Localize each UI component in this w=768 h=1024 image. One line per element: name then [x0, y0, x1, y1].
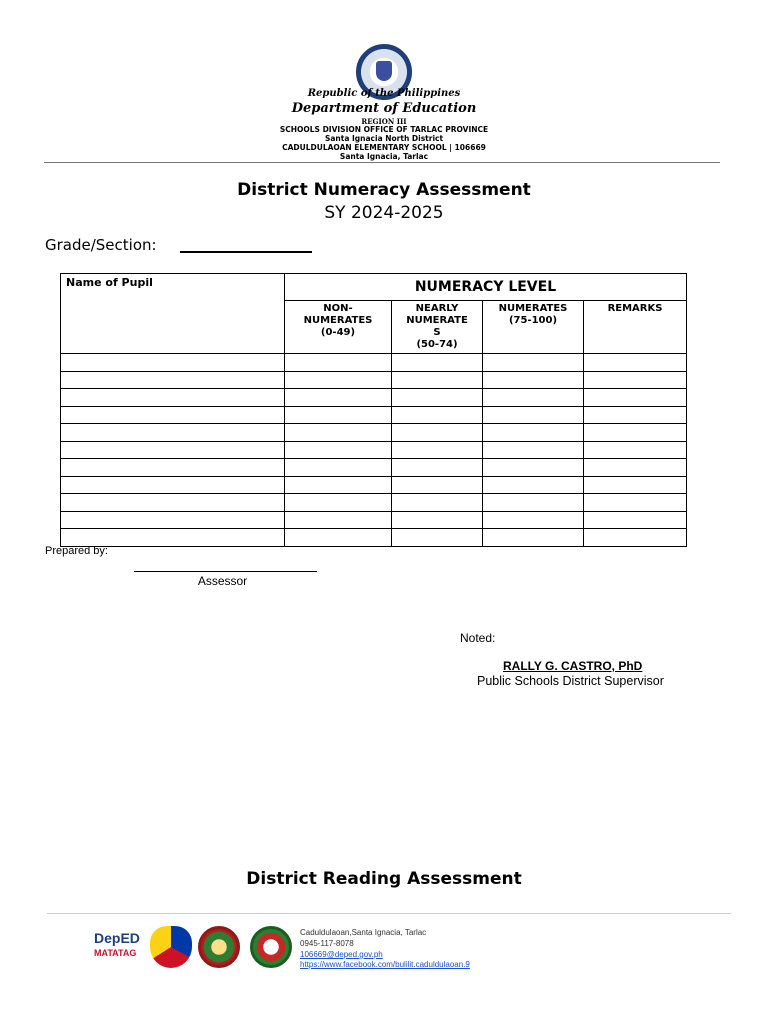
table-cell[interactable] [483, 511, 584, 529]
table-cell[interactable] [285, 476, 392, 494]
table-cell[interactable] [483, 424, 584, 442]
header-division: SCHOOLS DIVISION OFFICE OF TARLAC PROVINCE [279, 125, 489, 134]
table-cell[interactable] [285, 424, 392, 442]
header-department: Department of Education [291, 101, 477, 116]
table-cell[interactable] [584, 459, 687, 477]
header-republic: Republic of the Philippines [307, 88, 461, 99]
pupil-name-cell[interactable] [61, 354, 285, 372]
footer-email-link[interactable]: 106669@deped.gov.ph [300, 950, 383, 959]
table-cell[interactable] [483, 354, 584, 372]
header-divider [44, 162, 720, 163]
table-cell[interactable] [392, 371, 483, 389]
footer-address: Caduldulaoan,Santa Ignacia, Tarlac [300, 928, 427, 937]
table-cell[interactable] [392, 354, 483, 372]
header-school: CADULDULAOAN ELEMENTARY SCHOOL | 106669 [282, 143, 486, 152]
table-cell[interactable] [285, 354, 392, 372]
col-non-numerates-header: NON- NUMERATES (0-49) [285, 301, 392, 354]
table-cell[interactable] [285, 459, 392, 477]
footer-divider [47, 913, 731, 914]
document-title: District Numeracy Assessment [237, 180, 531, 200]
table-cell[interactable] [392, 441, 483, 459]
table-cell[interactable] [584, 476, 687, 494]
col-remarks-header: REMARKS [584, 301, 687, 354]
table-cell[interactable] [285, 441, 392, 459]
table-cell[interactable] [392, 424, 483, 442]
table-cell[interactable] [483, 476, 584, 494]
table-cell[interactable] [392, 406, 483, 424]
table-row [61, 441, 687, 459]
grade-section-label: Grade/Section: [45, 236, 157, 254]
pupil-name-cell[interactable] [61, 494, 285, 512]
table-cell[interactable] [285, 511, 392, 529]
table-cell[interactable] [584, 389, 687, 407]
table-cell[interactable] [483, 441, 584, 459]
pupil-name-cell[interactable] [61, 424, 285, 442]
table-cell[interactable] [285, 529, 392, 547]
table-cell[interactable] [392, 476, 483, 494]
table-row [61, 459, 687, 477]
name-of-pupil-header: Name of Pupil [61, 274, 285, 354]
table-row [61, 424, 687, 442]
col-numerates-header: NUMERATES (75-100) [483, 301, 584, 354]
table-cell[interactable] [392, 529, 483, 547]
bagong-pilipinas-logo [150, 926, 192, 968]
table-cell[interactable] [483, 529, 584, 547]
table-cell[interactable] [483, 406, 584, 424]
header-district: Santa Ignacia North District [324, 134, 444, 143]
table-row [61, 371, 687, 389]
grade-section-blank[interactable] [180, 251, 312, 253]
table-cell[interactable] [392, 389, 483, 407]
pupil-name-cell[interactable] [61, 441, 285, 459]
table-row [61, 476, 687, 494]
table-row [61, 354, 687, 372]
pupil-name-cell[interactable] [61, 389, 285, 407]
table-cell[interactable] [584, 441, 687, 459]
table-cell[interactable] [483, 389, 584, 407]
assessor-label: Assessor [197, 574, 248, 588]
supervisor-title: Public Schools District Supervisor [477, 674, 664, 688]
table-cell[interactable] [483, 494, 584, 512]
table-cell[interactable] [584, 371, 687, 389]
table-cell[interactable] [584, 511, 687, 529]
col-nearly-numerates-header: NEARLY NUMERATE S (50-74) [392, 301, 483, 354]
header-town: Santa Ignacia, Tarlac [339, 152, 429, 161]
pupil-name-cell[interactable] [61, 459, 285, 477]
pupil-name-cell[interactable] [61, 476, 285, 494]
table-cell[interactable] [392, 459, 483, 477]
pupil-name-cell[interactable] [61, 529, 285, 547]
supervisor-name: RALLY G. CASTRO, PhD [503, 659, 643, 673]
table-cell[interactable] [483, 459, 584, 477]
table-cell[interactable] [285, 371, 392, 389]
header-region: REGION III [361, 117, 407, 126]
deped-matatag-logo: DepED MATATAG [94, 930, 140, 958]
table-cell[interactable] [584, 494, 687, 512]
numeracy-level-header: NUMERACY LEVEL [285, 274, 687, 301]
table-cell[interactable] [584, 406, 687, 424]
school-seal-logo [250, 926, 292, 968]
noted-label: Noted: [460, 631, 496, 645]
next-section-title: District Reading Assessment [246, 869, 522, 889]
footer-facebook-link[interactable]: https://www.facebook.com/bulilit.caduldulaoan.9 [300, 960, 470, 969]
division-seal-logo [198, 926, 240, 968]
table-cell[interactable] [584, 529, 687, 547]
table-row [61, 494, 687, 512]
pupil-name-cell[interactable] [61, 511, 285, 529]
table-cell[interactable] [584, 354, 687, 372]
prepared-by-label: Prepared by: [45, 545, 108, 557]
numeracy-table [60, 273, 687, 547]
assessor-signature-line[interactable] [134, 571, 317, 572]
table-cell[interactable] [392, 511, 483, 529]
table-cell[interactable] [584, 424, 687, 442]
pupil-name-cell[interactable] [61, 371, 285, 389]
table-cell[interactable] [483, 371, 584, 389]
footer-phone: 0945-117-8078 [300, 939, 354, 948]
table-row [61, 406, 687, 424]
table-cell[interactable] [285, 389, 392, 407]
table-cell[interactable] [285, 406, 392, 424]
school-year: SY 2024-2025 [324, 203, 444, 223]
pupil-name-cell[interactable] [61, 406, 285, 424]
table-cell[interactable] [285, 494, 392, 512]
table-row [61, 529, 687, 547]
table-cell[interactable] [392, 494, 483, 512]
table-row [61, 389, 687, 407]
table-row [61, 511, 687, 529]
